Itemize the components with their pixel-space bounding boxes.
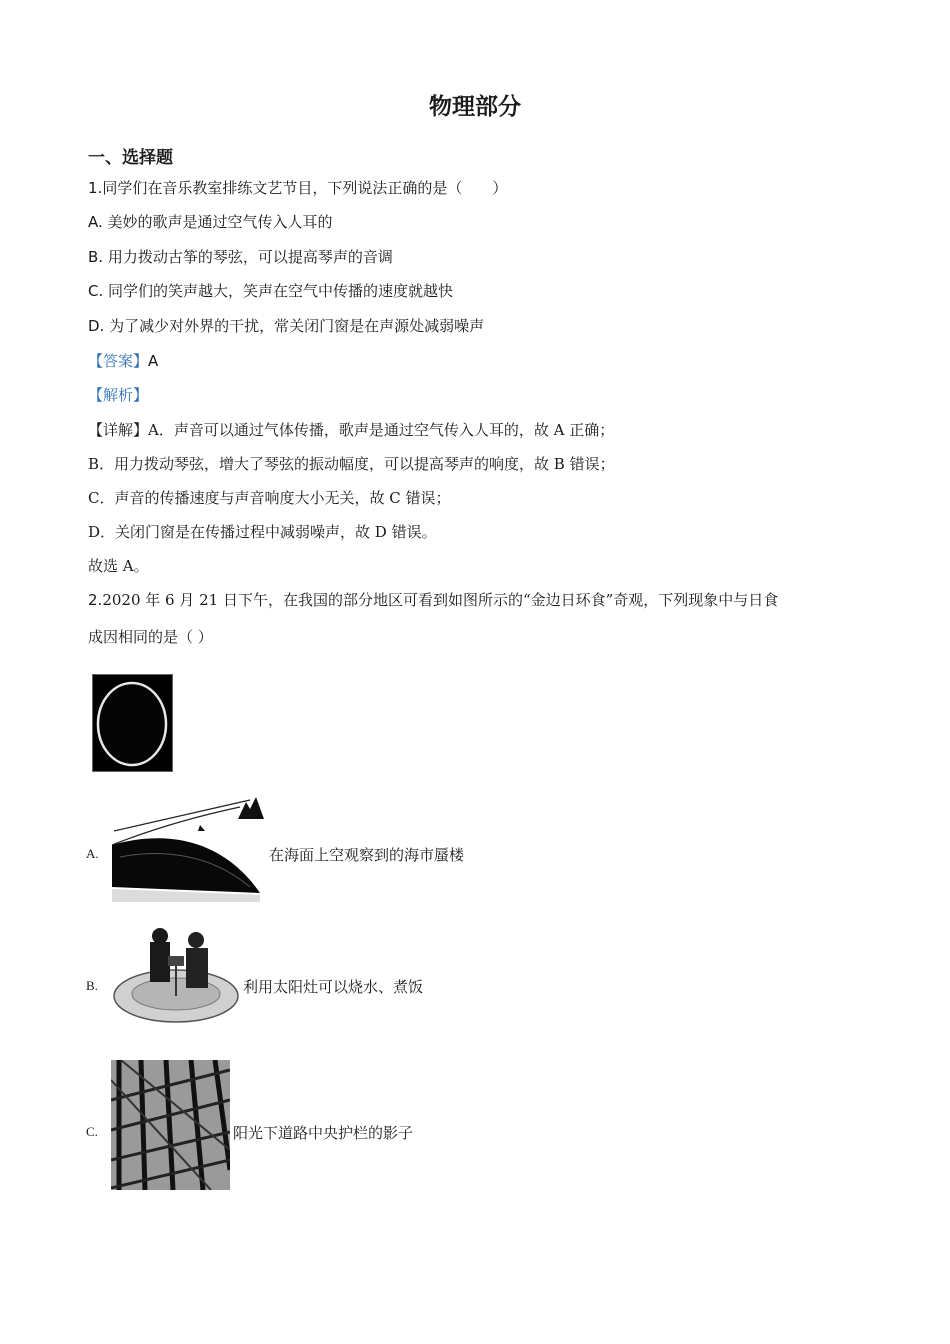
option-2c-label: C.	[86, 1124, 98, 1139]
question-2-stem	[88, 590, 778, 610]
eclipse-image	[92, 674, 173, 772]
question-2-text: 2020 年 6 月 21 日下午，在我国的部分地区可看到如图所示的“金边日环食”奇观，下列现象中与日食	[102, 591, 779, 609]
mirage-image	[110, 797, 265, 902]
question-1-text: 同学们在音乐教室排练文艺节目，下列说法正确的是（ ）	[102, 179, 508, 197]
option-2b-label: B.	[86, 978, 98, 993]
option-1b	[88, 247, 393, 267]
page-title: 物理部分	[429, 93, 521, 120]
option-text: 用力拨动古筝的琴弦，可以提高琴声的音调	[103, 248, 393, 266]
option-label: D.	[88, 317, 105, 335]
question-1-number: 1.	[88, 179, 103, 197]
option-label: A.	[88, 213, 103, 231]
question-2-number: 2.	[88, 591, 103, 609]
option-label: B.	[88, 248, 104, 266]
question-2-stem-cont: 成因相同的是（ ）	[88, 628, 213, 646]
option-1d	[88, 316, 484, 336]
option-text: 为了减少对外界的干扰，常关闭门窗是在声源处减弱噪声	[104, 317, 485, 335]
detail-line: D．关闭门窗是在传播过程中减弱噪声，故 D 错误。	[88, 523, 437, 541]
option-2b-text: 利用太阳灶可以烧水、煮饭	[243, 978, 424, 996]
solar-cooker-image	[110, 922, 242, 1028]
answer-value: A	[148, 352, 159, 370]
question-1-stem	[88, 178, 507, 198]
option-2a-text: 在海面上空观察到的海市蜃楼	[269, 846, 465, 864]
answer-tag: 【答案】	[88, 352, 149, 370]
detail-line: B．用力拨动琴弦，增大了琴弦的振动幅度，可以提高琴声的响度，故 B 错误；	[88, 455, 615, 473]
option-label: C.	[88, 282, 104, 300]
option-1a	[88, 212, 333, 232]
section-heading: 一、选择题	[88, 148, 173, 168]
detail-line: 故选 A。	[88, 557, 149, 575]
analysis-tag: 【解析】	[88, 386, 149, 404]
option-2a-label: A.	[86, 846, 99, 861]
option-2c-text: 阳光下道路中央护栏的影子	[233, 1124, 414, 1142]
option-text: 美妙的歌声是通过空气传入人耳的	[102, 213, 333, 231]
option-text: 同学们的笑声越大，笑声在空气中传播的速度就越快	[103, 282, 454, 300]
detail-line: C．声音的传播速度与声音响度大小无关，故 C 错误；	[88, 489, 451, 507]
answer-line	[88, 351, 158, 371]
detail-line: 【详解】A．声音可以通过气体传播，歌声是通过空气传入人耳的，故 A 正确；	[88, 421, 615, 439]
option-1c	[88, 281, 453, 301]
guardrail-shadow-image	[111, 1060, 230, 1190]
